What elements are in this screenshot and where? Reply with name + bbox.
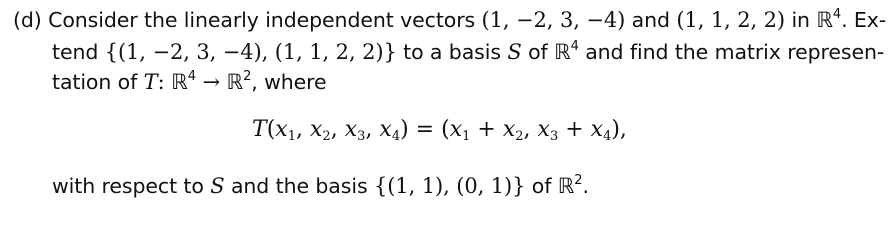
map-T: T [143,70,158,94]
text-respect: with respect to [52,174,211,198]
eq-x4: x [590,117,604,142]
real-space-symbol: ℝ [816,8,833,32]
intro-text: (d) Consider the linearly independent vectors [13,8,482,32]
eq-paren: ( [266,117,276,142]
eq-sub: 1 [462,129,471,144]
eq-x3: x [537,117,550,142]
basis-S: S [507,40,522,64]
text-where: , where [251,70,327,94]
codomain-superscript: 2 [574,173,583,188]
eq-sub: 1 [287,129,296,144]
text-basis: to a basis [396,40,508,64]
line1-suffix: . Ex- [841,8,887,32]
domain-superscript: 4 [187,69,196,84]
text-extend: tend [52,40,105,64]
eq-sub: 4 [603,129,612,144]
problem-line-3 [52,68,327,96]
problem-line-1 [13,6,886,34]
eq-comma: , [365,117,380,142]
basis-S: S [210,174,225,198]
line2-suffix: and find the matrix represen- [578,40,885,64]
dimension-superscript: 4 [570,39,579,54]
eq-plus: + [470,117,503,142]
domain-symbol: ℝ [171,70,188,94]
problem-line-5 [52,172,589,200]
eq-equals: ) = ( [400,117,450,142]
dimension-superscript: 4 [832,7,842,22]
eq-sub: 4 [391,129,401,144]
codomain-symbol: ℝ [226,70,244,94]
eq-comma: , [330,117,345,142]
vector-set: {(1, −2, 3, −4), (1, 1, 2, 2)} [104,40,397,64]
text-representation: tation of [52,70,144,94]
vector-b: (1, 1, 2, 2) [676,8,786,32]
eq-sub: 2 [322,129,331,144]
text-and: and [625,8,677,32]
eq-sub: 3 [357,129,366,144]
eq-comma: , [295,117,310,142]
display-equation [252,115,627,145]
eq-plus: + [558,117,591,142]
arrow-symbol: → [195,70,227,94]
eq-T: T [252,117,267,142]
text-of: of [525,174,558,198]
eq-x2: x [309,117,323,142]
codomain-symbol: ℝ [557,174,575,198]
problem-line-2 [52,38,884,66]
codomain-superscript: 2 [243,69,252,84]
eq-sub: 3 [549,129,559,144]
codomain-basis: {(1, 1), (0, 1)} [373,174,526,198]
text-of: of [521,40,555,64]
eq-comma: , [523,117,538,142]
eq-x4: x [379,117,392,142]
eq-close: ), [611,117,627,142]
real-space-symbol: ℝ [554,40,571,64]
eq-x1: x [449,117,463,142]
text-and-basis: and the basis [224,174,374,198]
eq-sub: 2 [515,129,524,144]
period: . [582,174,589,198]
eq-x1: x [275,117,288,142]
text-in: in [785,8,817,32]
eq-x2: x [502,117,516,142]
eq-x3: x [344,117,358,142]
vector-a: (1, −2, 3, −4) [481,8,626,32]
colon: : [157,70,172,94]
